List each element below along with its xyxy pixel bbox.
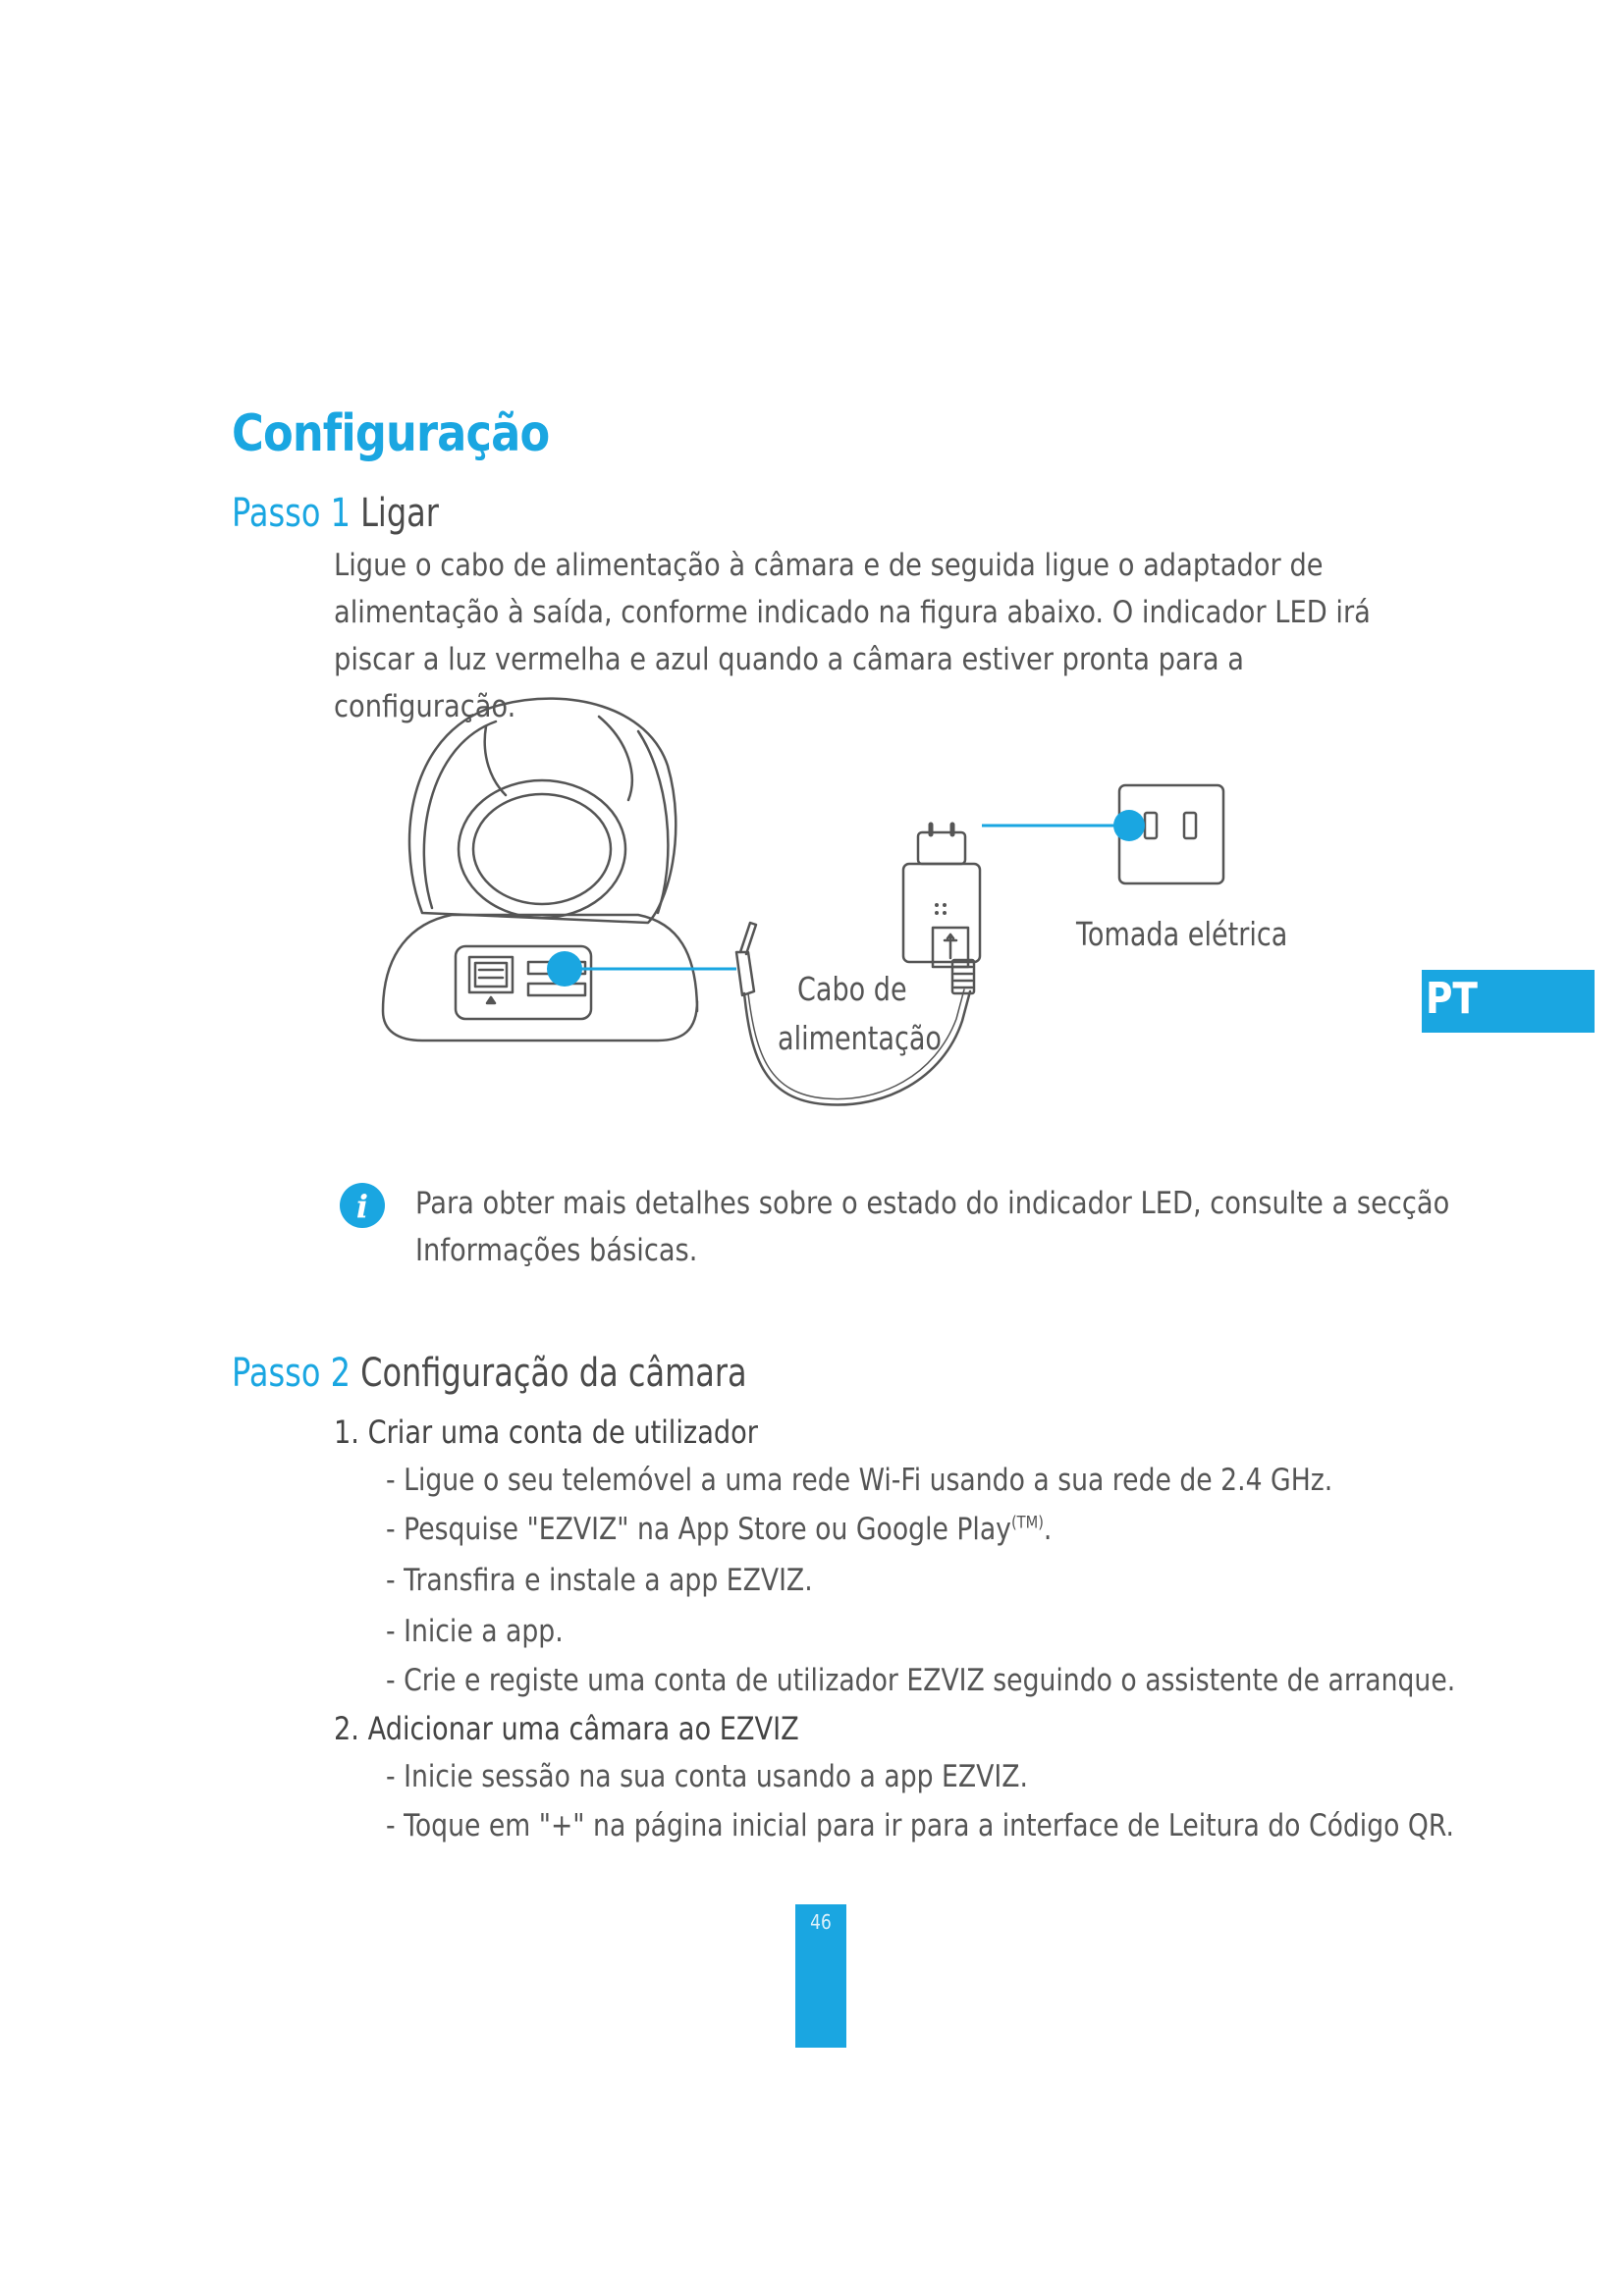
connection-diagram — [373, 687, 1296, 1119]
page-number: 46 — [810, 1910, 832, 1934]
list-item: - Ligue o seu telemóvel a uma rede Wi-Fi usando a sua rede de 2.4 GHz. — [386, 1463, 1333, 1498]
svg-text:i: i — [355, 1188, 369, 1225]
step1-label: Passo 1 — [232, 491, 351, 536]
camera-base — [383, 915, 697, 1041]
list-item-text: - Pesquise "EZVIZ" na App Store ou Google Play — [386, 1512, 1011, 1547]
info-icon — [339, 1182, 386, 1229]
outlet-highlight-dot — [1113, 810, 1145, 841]
list-item: - Inicie sessão na sua conta usando a app EZVIZ. — [386, 1759, 1028, 1794]
page-number-tab — [795, 1904, 846, 2048]
step2-title: Configuração da câmara — [360, 1351, 747, 1396]
sub2-heading: 2. Adicionar uma câmara ao EZVIZ — [334, 1710, 799, 1747]
cable-label-line2: alimentação — [778, 1019, 942, 1057]
step2-label: Passo 2 — [232, 1351, 351, 1396]
list-item-end: . — [1043, 1512, 1053, 1547]
step1-body: Ligue o cabo de alimentação à câmara e de seguida ligue o adaptador de alimentação à saída, conforme indicado na figura abaixo. O indicador LED irá piscar a luz vermelha e azul quando a câmara estiver pronta para a configuração. — [334, 548, 1371, 724]
list-item: - Crie e registe uma conta de utilizador EZVIZ seguindo o assistente de arranque. — [386, 1663, 1456, 1698]
cable-label-line1: Cabo de — [797, 970, 907, 1008]
list-item: - Inicie a app. — [386, 1614, 564, 1649]
camera-head — [409, 699, 676, 923]
page-title: Configuração — [232, 404, 550, 463]
list-item: - Transfira e instale a app EZVIZ. — [386, 1563, 813, 1598]
note-text: Para obter mais detalhes sobre o estado do indicador LED, consulte a secção Informações básicas. — [415, 1186, 1450, 1268]
dc-plug — [740, 923, 756, 954]
trademark-mark: (TM) — [1010, 1513, 1044, 1533]
sub1-heading: 1. Criar uma conta de utilizador — [334, 1414, 758, 1451]
language-tab-label: PT — [1426, 974, 1478, 1024]
step1-title: Ligar — [360, 491, 439, 536]
port-highlight-dot — [547, 951, 582, 987]
list-item: - Toque em "+" na página inicial para ir para a interface de Leitura do Código QR. — [386, 1808, 1454, 1843]
camera-lens — [459, 780, 625, 918]
outlet-label: Tomada elétrica — [1076, 915, 1288, 953]
step1-heading — [232, 491, 439, 536]
list-item — [386, 1512, 1052, 1547]
language-tab — [1422, 970, 1595, 1033]
step2-heading — [232, 1351, 747, 1396]
